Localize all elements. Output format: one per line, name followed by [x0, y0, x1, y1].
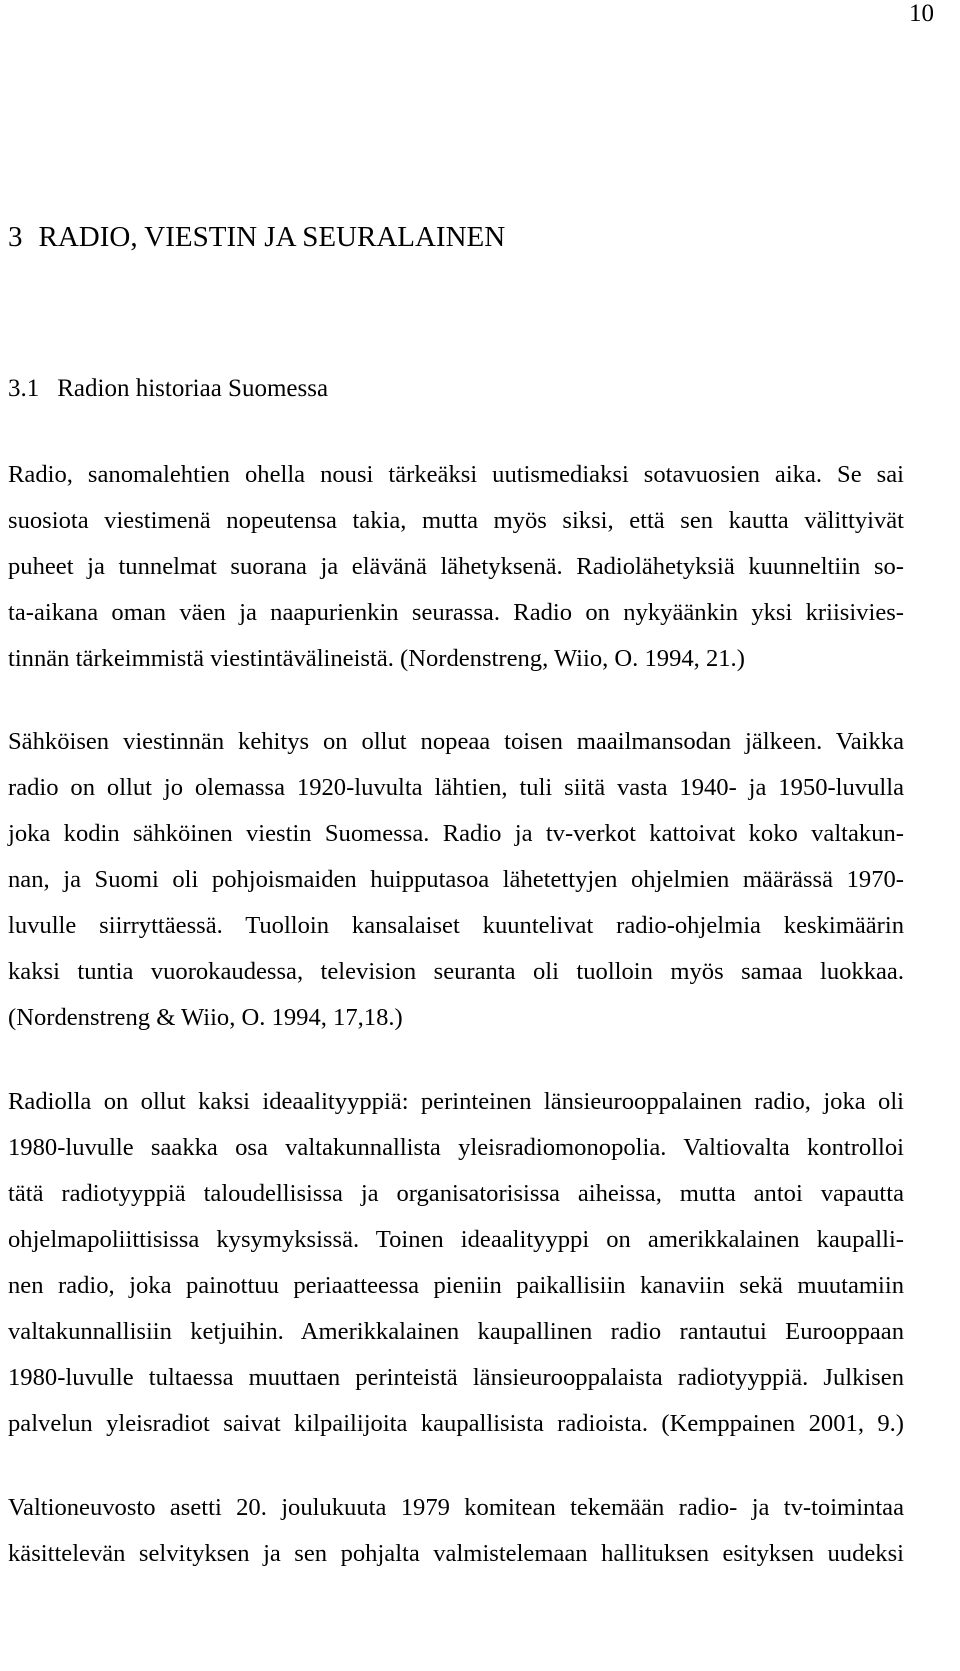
paragraph-line: radio on ollut jo olemassa 1920-luvulta lähtien, tuli siitä vasta 1940- ja 1950-luvulla — [8, 774, 904, 801]
paragraph-line: suosiota viestimenä nopeutensa takia, mutta myös siksi, että sen kautta välittyivät — [8, 507, 904, 534]
paragraph-line: luvulle siirryttäessä. Tuolloin kansalaiset kuuntelivat radio-ohjelmia keskimäärin — [8, 912, 904, 939]
paragraph-line: puheet ja tunnelmat suorana ja elävänä lähetyksenä. Radiolähetyksiä kuunneltiin so- — [8, 553, 904, 580]
chapter-title: RADIO, VIESTIN JA SEURALAINEN — [38, 221, 506, 253]
paragraph-radio-wartime — [8, 452, 904, 682]
paragraph-line: tätä radiotyyppiä taloudellisissa ja organisatorisissa aiheissa, mutta antoi vapautta — [8, 1180, 904, 1207]
paragraph-ideal-types — [8, 1079, 904, 1447]
page-number: 10 — [909, 0, 934, 27]
paragraph-line: käsittelevän selvityksen ja sen pohjalta valmistelemaan hallituksen esityksen uudeksi — [8, 1540, 904, 1567]
paragraph-line: Sähköisen viestinnän kehitys on ollut nopeaa toisen maailmansodan jälkeen. Vaikka — [8, 728, 904, 755]
paragraph-line: ta-aikana oman väen ja naapurienkin seurassa. Radio on nykyäänkin yksi kriisivies- — [8, 599, 904, 626]
paragraph-line: nan, ja Suomi oli pohjoismaiden huipputasoa lähetettyjen ohjelmien määrässä 1970- — [8, 866, 904, 893]
section-title: Radion historiaa Suomessa — [57, 375, 329, 402]
chapter-heading — [8, 220, 505, 254]
chapter-number: 3 — [8, 221, 23, 253]
paragraph-line: tinnän tärkeimmistä viestintävälineistä. (Nordenstreng, Wiio, O. 1994, 21.) — [8, 645, 745, 672]
paragraph-line: joka kodin sähköinen viestin Suomessa. Radio ja tv-verkot kattoivat koko valtakun- — [8, 820, 904, 847]
paragraph-line: Radiolla on ollut kaksi ideaalityyppiä: perinteinen länsieurooppalainen radio, joka oli — [8, 1088, 904, 1115]
paragraph-line: Valtioneuvosto asetti 20. joulukuuta 1979 komitean tekemään radio- ja tv-toimintaa — [8, 1494, 904, 1521]
paragraph-line: valtakunnallisiin ketjuihin. Amerikkalainen kaupallinen radio rantautui Eurooppaan — [8, 1318, 904, 1345]
paragraph-line: 1980-luvulle tultaessa muuttaen perinteistä länsieurooppalaista radiotyyppiä. Julkisen — [8, 1364, 904, 1391]
paragraph-committee — [8, 1485, 904, 1577]
section-heading — [8, 374, 328, 404]
section-number: 3.1 — [8, 375, 40, 402]
paragraph-line: Radio, sanomalehtien ohella nousi tärkeäksi uutismediaksi sotavuosien aika. Se sai — [8, 461, 904, 488]
paragraph-line: kaksi tuntia vuorokaudessa, television seuranta oli tuolloin myös samaa luokkaa. — [8, 958, 904, 985]
paragraph-line: (Nordenstreng & Wiio, O. 1994, 17,18.) — [8, 1004, 403, 1031]
paragraph-line: nen radio, joka painottuu periaatteessa pieniin paikallisiin kanaviin sekä muutamiin — [8, 1272, 904, 1299]
paragraph-line: palvelun yleisradiot saivat kilpailijoita kaupallisista radioista. (Kemppainen 2001, 9.) — [8, 1410, 904, 1437]
paragraph-line: 1980-luvulle saakka osa valtakunnallista yleisradiomonopolia. Valtiovalta kontrolloi — [8, 1134, 904, 1161]
paragraph-line: ohjelmapoliittisissa kysymyksissä. Toinen ideaalityyppi on amerikkalainen kaupalli- — [8, 1226, 904, 1253]
paragraph-electronic-media — [8, 719, 904, 1041]
